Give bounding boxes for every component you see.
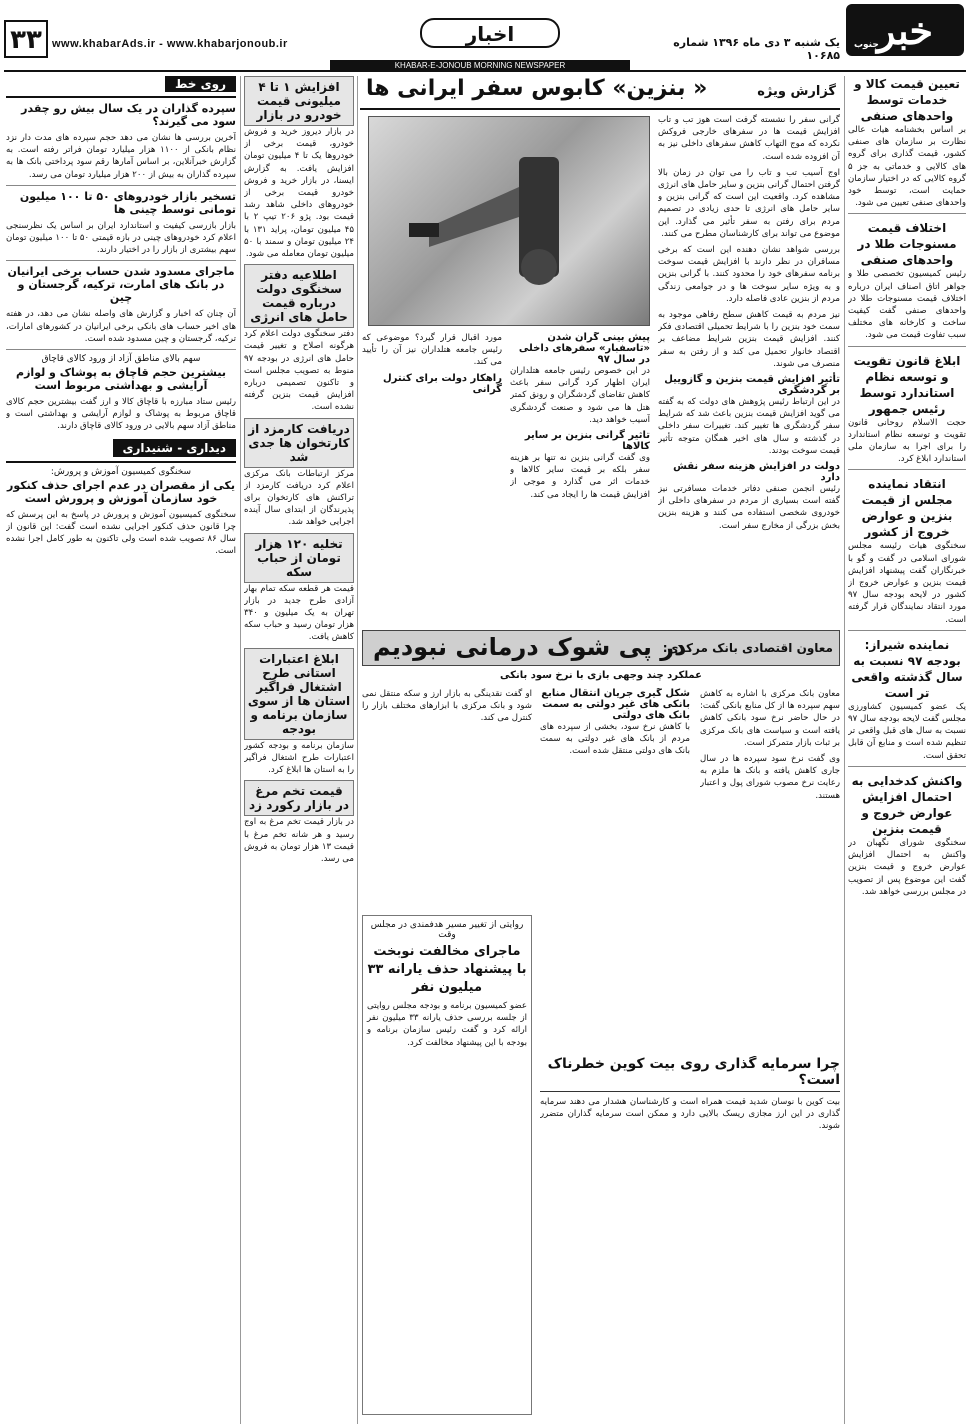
main-story-col2	[510, 332, 650, 624]
bitcoin-headline: چرا سرمایه گذاری روی بیت کوین خطرناک است؟	[540, 1056, 840, 1092]
feature-p4: او گفت نقدینگی به بازار ارز و سکه منتقل نمی شود و بانک مرکزی با ابزارهای مختلف بازار را کنترل می کند.	[362, 689, 532, 724]
suv-text: بازار بازرسی کیفیت و استاندارد ایران بر اساس یک نظرسنجی اعلام کرد خودروهای چینی در بازه قیمتی ۵۰ تا ۱۰۰ میلیون تومان سهم بیشتری از بازار را در اختیار دارند.	[6, 220, 236, 256]
divider	[6, 260, 236, 261]
accounts-text: آن چنان که اخبار و گزارش های واصله نشان می دهد، در هفته های اخیر حساب های بانکی برخی ایرانیان در کشورهای امارات، ترکیه، گرجستان و چین مسدود شده است.	[6, 309, 236, 344]
english-banner-text: KHABAR-E-JONOUB MORNING NEWSPAPER	[394, 61, 566, 70]
newspaper-logo	[846, 4, 964, 56]
box6-text: سخنگوی شورای نگهبان در واکنش به احتمال افزایش عوارض خروج و قیمت بنزین گفت این موضوع پس از تصویب در مجلس بررسی خواهد شد.	[848, 837, 966, 897]
didari-label: دیداری - شنیداری	[113, 439, 237, 457]
feature-subtitle: عملکرد چند وجهی بازی با نرخ سود بانکی	[500, 670, 702, 681]
divider	[848, 630, 966, 631]
box5-title: نماینده شیراز: بودجه ۹۷ نسبت به سال گذشته واقعی تر است	[851, 637, 963, 700]
main-story-p8: مورد اقبال قرار گیرد؟ موضوعی که رئیس جامعه هتلداران نیز آن را تأیید می کند.	[362, 333, 502, 368]
websites[interactable]: www.khabarAds.ir - www.khabarjonoub.ir	[52, 38, 288, 50]
box2	[848, 220, 966, 341]
egg-text: در بازار قیمت تخم مرغ به اوج رسید و هر شانه تخم مرغ با قیمت ۱۳ هزار تومان به فروش می رسد.	[244, 817, 354, 864]
main-story-headline: « بنزین» کابوس سفر ایرانی ها	[366, 76, 708, 101]
notice-text: دفتر سخنگوی دولت اعلام کرد هرگونه اصلاح و تغییر قیمت حامل های انرژی در بودجه ۹۷ منوط به تصویب مجلس است و تاکنون تصمیمی درباره افزایش قیمت بنزین گرفته نشده است.	[244, 329, 354, 413]
notice-title: اطلاعیه دفتر سخنگوی دولت درباره قیمت حامل های انرژی	[244, 264, 354, 328]
egg-title: قیمت تخم مرغ در بازار رکورد زد	[244, 780, 354, 816]
box4-text: سخنگوی هیات رئیسه مجلس شورای اسلامی در گفت و گو با خبرنگاران گفت پیشنهاد افزایش قیمت بنزین و عوارض خروج از کشور در لایحه بودجه سال ۹۷ مورد انتقاد نمایندگان قرار گرفته است.	[848, 541, 966, 625]
main-story-p7: وی گفت گرانی بنزین نه تنها بر هزینه سفر بلکه بر قیمت سایر کالاها و خدمات اثر می گذارد و موجی از افزایش قیمت ها را ایجاد می کند.	[510, 453, 650, 500]
feature-col1	[700, 688, 840, 1048]
feature-p3: با کاهش نرخ سود، بخشی از سپرده های مردم از بانک های غیر دولتی به سمت بانک های دولتی منتقل شده است.	[540, 722, 690, 757]
plan-text: سازمان برنامه و بودجه کشور اعتبارات طرح اشتغال فراگیر را به استان ها ابلاغ کرد.	[244, 740, 354, 776]
right-column	[848, 76, 966, 1424]
column-rule	[844, 76, 845, 1424]
main-story-p4: در این ارتباط رئیس پژوهش های دولت که به گفته می گوید افزایش قیمت بنزین باعث شد که شرایط سفر گردشگری ها تغییر کند. تغییرات سفر داخلی در گذشته و سال های اخیر همگان متوجه تأثیر قیمت سوخت بودند.	[658, 397, 840, 456]
market-text: در بازار دیروز خرید و فروش خودرو، قیمت برخی از خودروها یک تا ۴ میلیون تومان افزایش یافت. به گزارش ایسنا، در بازار خرید و فروش خودرو قیمت برخی از خودروهای داخلی شاهد رشد قیمت بود. پژو ۲۰۶ تیپ ۲ با ۴۵ میلیون تومان، پراید ۱۳۱ با ۲۴ میلیون تومان و سمند با ۵۰ میلیون تومان معامله می شود.	[244, 127, 354, 260]
rooye-khat-label: روی خط	[165, 76, 236, 92]
main-story-sub4: تاثیر گرانی بنزین بر سایر کالاها	[524, 430, 650, 453]
logo-sub: جنوب	[854, 40, 879, 50]
deposit-title: سپرده گذاران در یک سال بیش رو چقدر سود می گیرند؟	[21, 102, 236, 128]
section-title: اخبار	[465, 22, 515, 46]
box5	[848, 637, 966, 762]
bitcoin-text: بیت کوین با نوسان شدید قیمت همراه است و کارشناسان هشدار می دهند سرمایه گذاری در این ارز مجازی ریسک بالایی دارد و ممکن است سرمایه گذاران متضرر شوند.	[540, 1097, 840, 1132]
left-column	[6, 76, 236, 1424]
feature-banner	[362, 630, 840, 666]
main-story-p6: در این خصوص رئیس جامعه هتلداران ایران اظهار کرد گرانی سفر باعث کاهش تقاضای گردشگران و رونق کمتر هتل ها می شود و صنعت گردشگری آسیب خواهد دید.	[510, 366, 650, 425]
divider	[848, 213, 966, 214]
main-story-sub5: راهکار دولت برای کنترل گرانی	[382, 372, 502, 395]
logo-text: خبر	[877, 8, 933, 53]
smuggle-kicker: سهم بالای مناطق آزاد از ورود کالای قاچاق	[41, 354, 201, 365]
main-story-header	[360, 76, 840, 110]
box3-text: حجت الاسلام روحانی قانون تقویت و توسعه نظام استاندارد را برای اجرا به سازمان ملی استاندارد ابلاغ کرد.	[848, 417, 966, 465]
box1-text: بر اساس بخشنامه هیات عالی نظارت بر سازمان های صنفی کشور، قیمت گذاری برای گروه های کالایی و خدماتی به جز ۵ گروه کالایی که در اختیار سازمان حمایت است، توسط خود واحدهای صنفی تعیین می شود.	[848, 125, 966, 209]
feature-label: معاون اقتصادی بانک مرکزی:	[662, 641, 833, 655]
main-story-sub2: دولت در افزایش هزینه سفر نقش دارد	[673, 461, 840, 484]
subsidy-kicker: روایتی از تغییر مسیر هدفمندی در مجلس وقت	[370, 920, 524, 940]
box4-title: انتقاد نماینده مجلس از قیمت بنزین و عوارض خروج از کشور	[861, 477, 953, 540]
fuel-nozzle-icon	[369, 117, 651, 327]
subsidy-box	[362, 915, 532, 1415]
box6	[848, 773, 966, 898]
main-story-col3	[362, 332, 502, 624]
page-number: ۳۳	[4, 20, 48, 58]
subsidy-headline: ماجرای مخالفت نوبخت با پیشنهاد حذف یارانه ۳۳ میلیون نفر	[367, 944, 527, 995]
main-story-lead: گرانی سفر را نشسته گرفت است هوز تب و تاب افزایش قیمت ها در سفرهای خارجی فروکش نکرده که موج التهاب کاهش سفرهای داخلی نیز به آن افزوده شده است.	[658, 115, 840, 162]
column-rule	[240, 76, 241, 1424]
plan-title: ابلاغ اعتبارات استانی طرح اشتغال فراگیر استان ها از سوی سازمان برنامه و بودجه	[244, 648, 354, 740]
main-story-kicker: گزارش ویژه	[757, 84, 836, 99]
subsidy-text: عضو کمیسیون برنامه و بودجه مجلس روایتی از جلسه بررسی حذف یارانه ۳۳ میلیون نفر ارائه کرد و گفت رئیس سازمان برنامه و بودجه با این پیشنهاد مخالفت کرد.	[367, 1001, 527, 1048]
masthead	[0, 0, 970, 74]
box3-title: ابلاغ قانون تقویت و توسعه نظام استاندارد توسط رئیس جمهور	[853, 353, 961, 416]
rooye-khat-header	[6, 76, 236, 98]
cards-text: مرکز ارتباطات بانک مرکزی اعلام کرد دریافت کارمزد از تراکنش های کارتخوان برای پذیرندگان از ابتدای سال آینده اجرایی خواهد شد.	[244, 468, 354, 528]
middle-column	[244, 76, 354, 1424]
feature-headline: در پی شوک درمانی نبودیم	[373, 633, 687, 661]
box1	[848, 76, 966, 209]
smuggle-title: بیشترین حجم قاچاق به پوشاک و لوازم آرایشی و بهداشتی مربوط است	[16, 366, 226, 393]
feature-p2: وی گفت نرخ سود سپرده ها در سال جاری کاهش یافته و بانک ها ملزم به رعایت نرخ مصوب شورای پول و اعتبار هستند.	[700, 754, 840, 801]
deposit-text: آخرین بررسی ها نشان می دهد حجم سپرده های مدت دار نزد نظام بانکی از ۱۱۰۰ هزار میلیارد تومان فراتر رفته است. به گزارش خبرآنلاین، بر اساس آمارها رقم سود پرداختی بانک ها به سپرده گذاران به بیش از ۲۰۰ هزار میلیارد تومان می رسد.	[6, 133, 236, 180]
main-story-sub3: پیش بینی گران شدن «تاسفبار» سفرهای داخلی در سال ۹۷	[518, 332, 650, 365]
coin-text: قیمت هر قطعه سکه تمام بهار آزادی طرح جدید در بازار تهران به یک میلیون و ۳۴۰ هزار تومان رسید و حباب سکه کاهش یافت.	[244, 583, 354, 643]
konkur-title: یکی از مقصران در عدم اجرای حذف کنکور خود سازمان آموزش و پرورش است	[6, 478, 235, 505]
box5-text: یک عضو کمیسیون کشاورزی مجلس گفت لایحه بودجه سال ۹۷ نسبت به سال های قبل واقعی تر تنظیم شده است و منابع آن قابل تحقق است.	[848, 701, 966, 761]
date-line: یک شنبه ۳ دی ماه ۱۳۹۶ شماره ۱۰۶۸۵	[673, 36, 840, 62]
main-story-sub1: تأثیر افزایش قیمت بنزین و گازوییل بر گردشگری	[664, 374, 840, 397]
box6-title: واکنش کدخدایی به احتمال افزایش عوارض خروج و قیمت بنزین	[851, 773, 963, 836]
coin-title: تخلیه ۱۲۰ هزار تومان از حباب سکه	[244, 533, 354, 583]
box2-text: رئیس کمیسیون تخصصی طلا و جواهر اتاق اصناف ایران درباره اختلاف قیمت مسنوجات طلا در واحدهای صنفی گفت کیفیت ساخت و کارخانه های مختلف سبب تفاوت قیمت می شود.	[848, 269, 966, 341]
feature-col3	[362, 688, 532, 908]
box4	[848, 476, 966, 625]
feature-p1: معاون بانک مرکزی با اشاره به کاهش سهم سپرده ها از کل منابع بانکی گفت: در حال حاضر نرخ سود بانکی کاهش یافته است و سیاست های بانک مرکزی بر ثبات بازار متمرکز است.	[700, 689, 840, 748]
main-story-col1	[658, 114, 840, 624]
feature-sub1: شکل گیری جریان انتقال منابع بانکی های غیر دولتی به سمت بانک های دولتی	[541, 688, 690, 721]
suv-title: تسخیر بازار خودروهای ۵۰ تا ۱۰۰ میلیون تومانی توسط چینی ها	[19, 189, 236, 216]
cards-title: دریافت کارمزد از کارتخوان ها جدی شد	[244, 418, 354, 468]
didari-header	[6, 439, 236, 463]
fuel-nozzle-photo	[368, 116, 650, 326]
market-title: افزایش ۱ تا ۴ میلیونی قیمت خودرو در بازار	[244, 76, 354, 126]
box2-title: اختلاف قیمت مسنوجات طلا در واحدهای صنفی	[857, 221, 957, 268]
konkur-kicker: سخنگوی کمیسیون آموزش و پرورش:	[50, 466, 192, 477]
konkur-text: سخنگوی کمیسیون آموزش و پرورش در پاسخ به این پرسش که چرا قانون حذف کنکور اجرایی نشده است گفت: این قانون از سال ۸۶ تصویب شده است ولی تاکنون به طور کامل اجرا نشده است.	[6, 509, 236, 557]
divider	[6, 185, 236, 186]
divider	[6, 349, 236, 350]
main-story-p2: بررسی شواهد نشان دهنده این است که برخی مسافران در نظر دارند با افزایش قیمت سوخت برنامه سفرهای خود را محدود کنند. با گرانی بنزین و به ویژه سایر سوخت ها و در جوامعی زندگی مردم از بنزین عادی فاصله دارد.	[658, 245, 840, 304]
column-rule	[357, 76, 358, 1424]
divider	[848, 469, 966, 470]
feature-col2	[540, 688, 690, 1048]
bitcoin-story	[540, 1056, 840, 1416]
accounts-title: ماجرای مسدود شدن حساب برخی ایرانیان در بانک های امارت، ترکیه، گرجستان و چین	[7, 265, 235, 305]
smuggle-text: رئیس ستاد مبارزه با قاچاق کالا و ارز گفت بیشترین حجم کالای قاچاق مربوط به پوشاک و لوازم آرایشی و بهداشتی است و مناطق آزاد سهم بالایی در ورود کالای قاچاق دارند.	[6, 397, 236, 432]
header-rule	[4, 70, 966, 72]
divider	[848, 766, 966, 767]
main-story-p5: رئیس انجمن صنفی دفاتر خدمات مسافرتی نیز گفته است بسیاری از مردم در سفرهای داخلی از خودروی شخصی استفاده می کنند و هزینه بنزین بخش بزرگی از مخارج سفر است.	[658, 484, 840, 531]
section-title-box	[420, 18, 560, 48]
main-story-p1: اوج آسیب تب و تاب را می توان در زمان بالا گرفتن احتمال گرانی بنزین و سایر حامل های انرژی مشاهده کرد. واقعیت این است که گرانی بنزین و سایر حامل های انرژی تا حدی زیادی در تصمیم مردم برای رفتن به سفر تأثیر می گذارد. این موضوع می تواند برای کارشناسان مطرح می کنند.	[658, 167, 840, 239]
main-story-p3: نیز مردم به قیمت کاهش سطح رفاهی موجود به سمت خود بنزین را با شرایط تحمیلی اقتصادی فکر کنند. افزایش قیمت بنزین شرایط مضاعف بر اقتصاد خانوار تحمیل می کند و از رفتن به سفر منصرف می شوند.	[658, 310, 840, 369]
box1-title: تعیین قیمت کالا و خدمات توسط واحدهای صنفی	[854, 77, 960, 123]
divider	[848, 346, 966, 347]
box3	[848, 353, 966, 466]
